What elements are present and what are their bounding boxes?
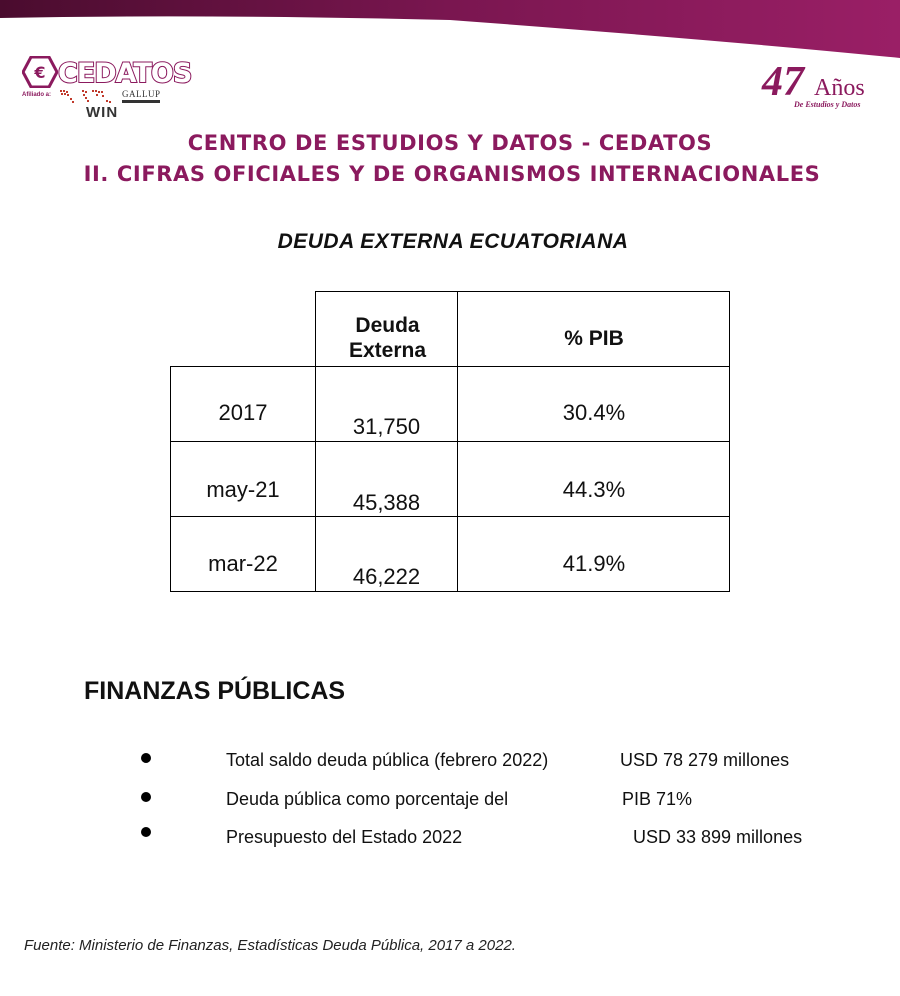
row-debt: 46,222 bbox=[352, 564, 421, 589]
table-border bbox=[315, 291, 730, 292]
cedatos-badge-icon bbox=[22, 56, 58, 88]
row-pib: 41.9% bbox=[562, 551, 626, 576]
affiliate-label: Afiliado a: bbox=[22, 92, 52, 98]
page-title: CENTRO DE ESTUDIOS Y DATOS - CEDATOS bbox=[187, 131, 713, 155]
list-item-value: USD 33 899 millones bbox=[633, 827, 803, 847]
bullet-icon bbox=[141, 827, 151, 837]
list-item-label: Presupuesto del Estado 2022 bbox=[226, 827, 463, 847]
gallup-logo: GALLUP bbox=[122, 89, 161, 99]
table-border bbox=[170, 516, 730, 517]
source-note: Fuente: Ministerio de Finanzas, Estadísticas Deuda Pública, 2017 a 2022. bbox=[24, 937, 516, 954]
list-item-value: PIB 71% bbox=[622, 789, 693, 809]
table-border bbox=[170, 591, 730, 592]
row-pib: 30.4% bbox=[562, 400, 626, 425]
table-border bbox=[170, 366, 730, 367]
header-band bbox=[0, 0, 900, 58]
svg-text:€: € bbox=[34, 63, 46, 82]
cedatos-wordmark: CEDATOS bbox=[58, 58, 192, 89]
anniversary-word: Años bbox=[814, 75, 865, 101]
row-period: may-21 bbox=[206, 477, 280, 502]
section-title: FINANZAS PÚBLICAS bbox=[84, 677, 346, 705]
row-debt: 31,750 bbox=[352, 414, 421, 439]
list-item-label: Total saldo deuda pública (febrero 2022) bbox=[226, 750, 549, 770]
row-pib: 44.3% bbox=[562, 477, 626, 502]
page-subtitle: II. CIFRAS OFICIALES Y DE ORGANISMOS INTERNACIONALES bbox=[83, 162, 821, 186]
anniversary-number: 47 bbox=[762, 59, 804, 105]
bullet-icon bbox=[141, 753, 151, 763]
anniversary-subtitle: De Estudios y Datos bbox=[794, 100, 861, 109]
column-header-debt: Deuda Externa bbox=[348, 314, 427, 362]
row-debt: 45,388 bbox=[352, 490, 421, 515]
row-period: mar-22 bbox=[208, 551, 278, 576]
cedatos-logo bbox=[22, 54, 192, 124]
table-border bbox=[170, 441, 730, 442]
row-period: 2017 bbox=[218, 400, 268, 425]
bullet-icon bbox=[141, 792, 151, 802]
table-title: DEUDA EXTERNA ECUATORIANA bbox=[277, 230, 629, 253]
gallup-underline bbox=[122, 100, 160, 103]
anniversary-logo bbox=[760, 60, 890, 116]
table-border bbox=[315, 291, 316, 592]
column-header-pib: % PIB bbox=[564, 327, 624, 350]
list-item-value: USD 78 279 millones bbox=[620, 750, 790, 770]
list-item-label: Deuda pública como porcentaje del bbox=[226, 789, 509, 809]
win-logo: WIN bbox=[86, 104, 119, 121]
